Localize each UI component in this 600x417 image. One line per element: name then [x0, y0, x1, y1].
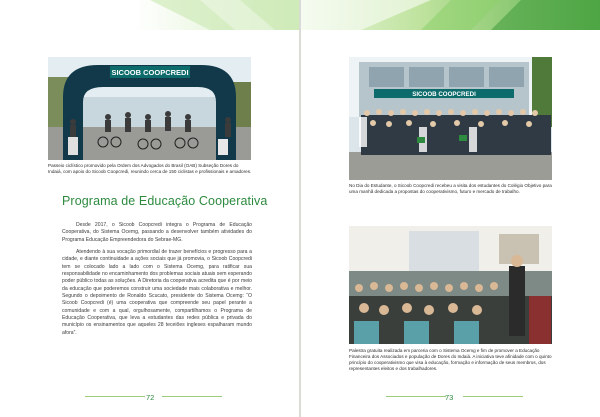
section-heading: Programa de Educação Cooperativa — [62, 194, 268, 208]
page-number-rule — [386, 396, 446, 397]
header-band — [0, 0, 299, 30]
photo-caption: No Dia do Estudante, o Sicoob Coopcredi recebeu a visita dos estudantes do Colégio Objetivo para uma manhã dedicada a propostas do cooperativismo, futuro e mercado de trabalho. — [349, 183, 552, 194]
right-page — [301, 0, 600, 417]
photo-caption: Passeio ciclístico promovido pela Ordem dos Advogados do Brasil (OAB) Subseção Dores do Indaiá, com apoio do Sicoob Coopcredi, reunindo cerca de 150 ciclistas e profissionais e amadores. — [48, 163, 252, 174]
page-number-rule — [85, 396, 145, 397]
students-group-photo — [349, 57, 552, 180]
photo-caption: Palestra gratuita realizada em parceria com o Sistema Ocemg e fim de promover a Educação Financeira dos Associados e população de Dores do Indaiá. A iniciativa teve afinidade com o quinto princípio do cooperativismo que visa à educação, formação e informação de seus membros, dos representantes eleitos e dos trabalhadores. — [349, 348, 552, 371]
page-number-rule — [162, 396, 222, 397]
cycling-event-photo — [48, 57, 251, 160]
left-page — [0, 0, 299, 417]
paragraph: Desde 2017, o Sicoob Coopcredi integra o Programa de Educação Cooperativa, do Sistema Ocemg, passando a desenvolver também atividades do Programa Educação Empreendedora do Sebrae-MG. — [62, 222, 252, 243]
paragraph: Atendendo à sua vocação primordial de trazer benefícios e progresso para a cidade, e diante continuidade a ações sociais que já promovia, o Sicoob Coopcredi tem se colocado lado a lado com o Sistema Ocemg, para ratificar sua responsabilidade no encaminhamento dos problemas sociais atuais sem esperando poder público todas as soluções. A Diretoria da cooperativa acredita que é por meio da educação que poderemos construir uma sociedade mais colaborativa e melhor. Segundo o depoimento de Ronaldo Scucato, presidente do Sistema Ocemg: “O Sicoob Coopcredi (é) uma cooperativa que compreende seu papel perante a comunidade e com a qual, orgulhosamente, compartilhamos o Programa de Educação Cooperativa, que leva a estudantes das redes pública e privada do município os ensinamentos que aqueles 28 teceiões ingleses espalharam mundo afora”. — [62, 249, 252, 336]
arch-sign-text: SICOOB COOPCREDI — [111, 68, 189, 77]
header-band — [301, 0, 600, 30]
page-number: 72 — [146, 393, 155, 402]
building-sign-text: SICOOB COOPCREDI — [412, 91, 476, 98]
page-number: 73 — [445, 393, 454, 402]
page-number-rule — [463, 396, 523, 397]
lecture-audience-photo — [349, 226, 552, 344]
body-text — [62, 222, 252, 337]
